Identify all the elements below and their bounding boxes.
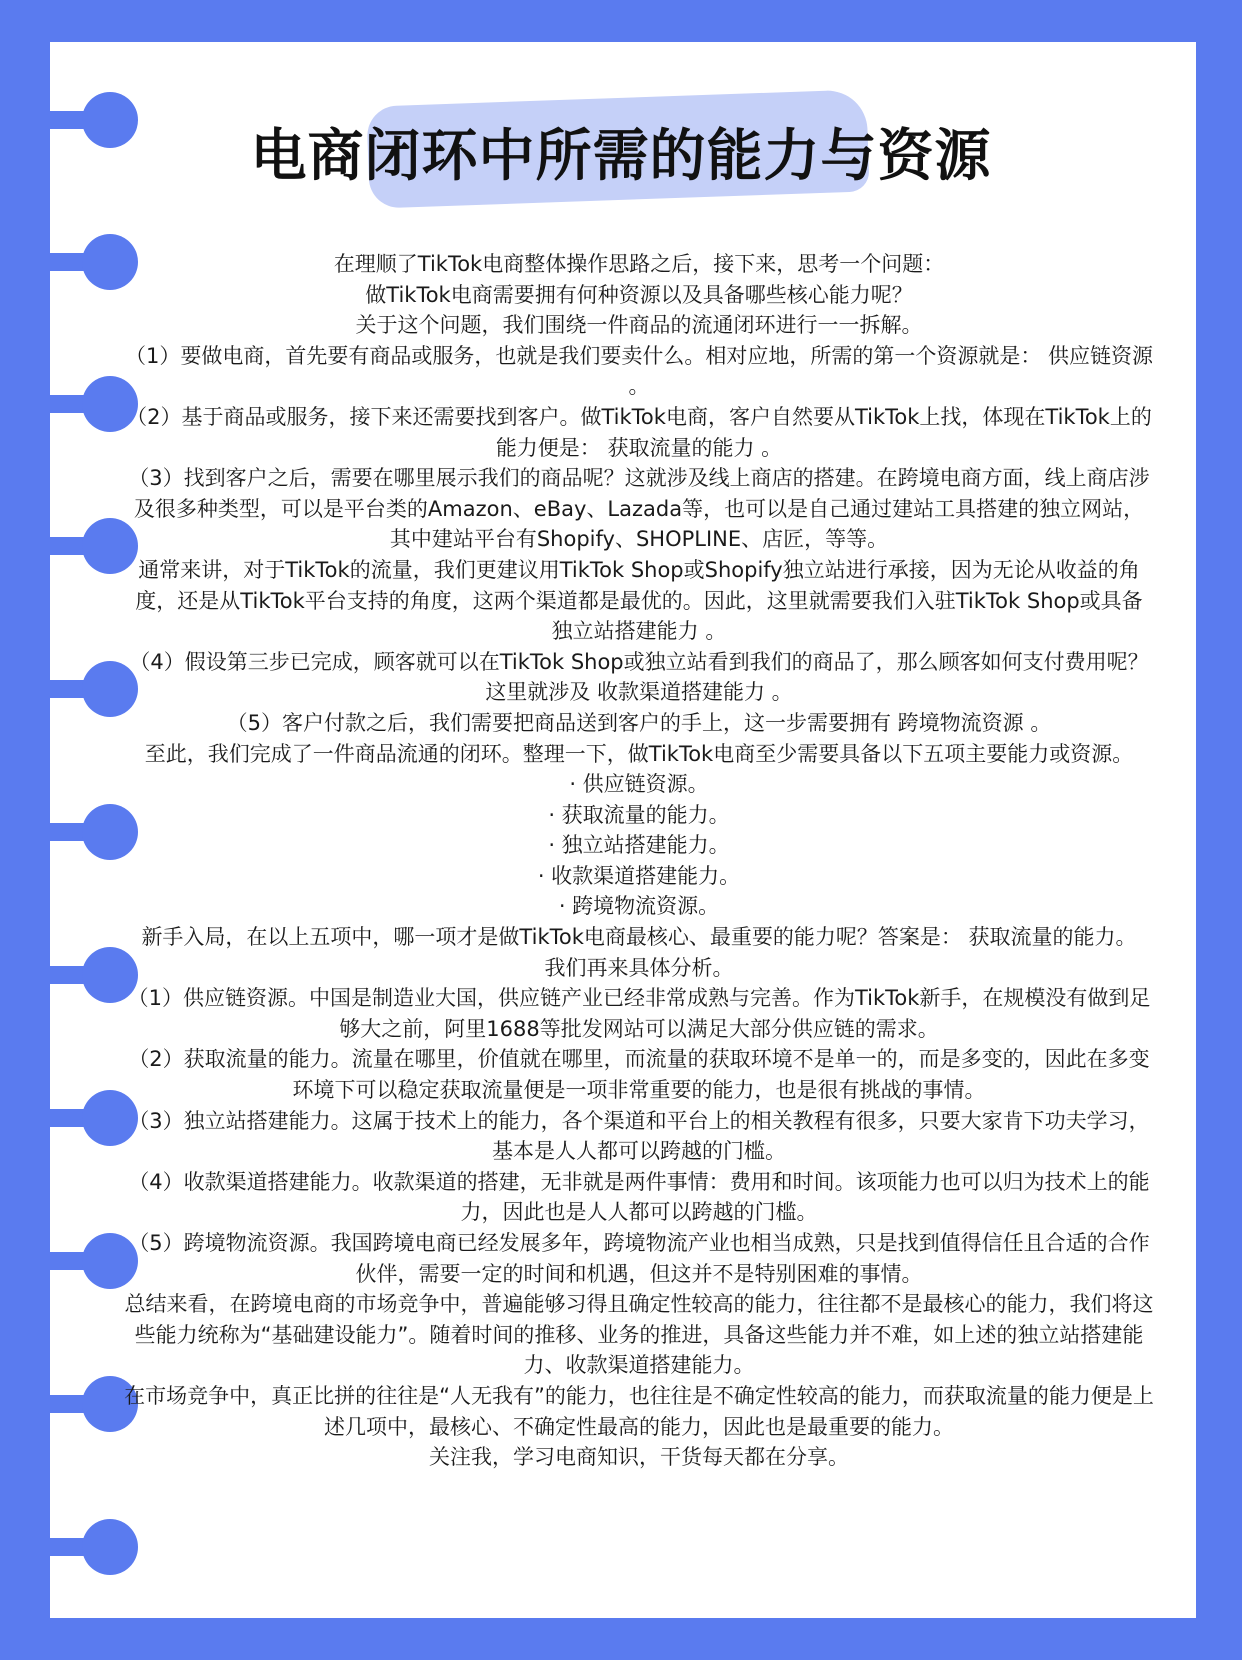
page-title: 电商闭环中所需的能力与资源 xyxy=(250,124,992,189)
paragraph: 通常来讲，对于TikTok的流量，我们更建议用TikTok Shop或Shopify独立站进行承接，因为无论从收益的角度，还是从TikTok平台支持的角度，这两个渠道都是最优的。因此，这里就需要我们入驻TikTok Shop或具备 独立站搭建能力 。 xyxy=(135,557,1143,644)
paragraph: 我们再来具体分析。 xyxy=(544,955,734,980)
paragraph: 在理顺了TikTok电商整体操作思路之后，接下来，思考一个问题： xyxy=(333,252,945,276)
paragraph: （4）收款渠道搭建能力。收款渠道的搭建，无非就是两件事情：费用和时间。该项能力也可以归为技术上的能力，因此也是人人都可以跨越的门槛。 xyxy=(128,1169,1150,1225)
paragraph: · 独立站搭建能力。 xyxy=(548,833,730,858)
paragraph: 关注我，学习电商知识，干货每天都在分享。 xyxy=(429,1445,849,1470)
article-body xyxy=(124,249,1154,1473)
paragraph: （1）供应链资源。中国是制造业大国，供应链产业已经非常成熟与完善。作为TikTok新手，在规模没有做到足够大之前，阿里1688等批发网站可以满足大部分供应链的需求。 xyxy=(127,986,1151,1041)
paragraph: · 供应链资源。 xyxy=(569,772,709,797)
paragraph: （2）基于商品或服务，接下来还需要找到客户。做TikTok电商，客户自然要从TikTok上找，体现在TikTok上的能力便是： 获取流量的能力 。 xyxy=(126,404,1152,460)
paragraph: 关于这个问题，我们围绕一件商品的流通闭环进行一一拆解。 xyxy=(355,313,923,338)
paragraph: （2）获取流量的能力。流量在哪里，价值就在哪里，而流量的获取环境不是单一的，而是多变的，因此在多变环境下可以稳定获取流量便是一项非常重要的能力，也是很有挑战的事情。 xyxy=(128,1047,1150,1103)
paragraph: （5）跨境物流资源。我国跨境电商已经发展多年，跨境物流产业也相当成熟，只是找到值得信任且合适的合作伙伴，需要一定的时间和机遇，但这并不是特别困难的事情。 xyxy=(128,1231,1150,1286)
title-container xyxy=(0,112,1242,192)
paragraph: 新手入局，在以上五项中，哪一项才是做TikTok电商最核心、最重要的能力呢？答案是： 获取流量的能力。 xyxy=(141,925,1137,950)
binder-ring-icon xyxy=(82,1519,138,1575)
paragraph: （3）独立站搭建能力。这属于技术上的能力，各个渠道和平台上的相关教程有很多，只要大家肯下功夫学习，基本是人人都可以跨越的门槛。 xyxy=(128,1108,1150,1164)
paragraph: · 收款渠道搭建能力。 xyxy=(537,863,741,888)
paragraph: 在市场竞争中，真正比拼的往往是“人无我有”的能力，也往往是不确定性较高的能力，而获取流量的能力便是上述几项中，最核心、不确定性最高的能力，因此也是最重要的能力。 xyxy=(124,1383,1154,1439)
paragraph: · 获取流量的能力。 xyxy=(548,802,730,827)
paragraph: 总结来看，在跨境电商的市场竞争中，普遍能够习得且确定性较高的能力，往往都不是最核心的能力，我们将这些能力统称为“基础建设能力”。随着时间的推移、业务的推进，具备这些能力并不难，如上述的独立站搭建能力、收款渠道搭建能力。 xyxy=(124,1292,1154,1378)
paragraph: （4）假设第三步已完成，顾客就可以在TikTok Shop或独立站看到我们的商品了，那么顾客如何支付费用呢？这里就涉及 收款渠道搭建能力 。 xyxy=(129,649,1149,705)
paragraph: （5）客户付款之后，我们需要把商品送到客户的手上，这一步需要拥有 跨境物流资源 。 xyxy=(226,710,1052,735)
paragraph: · 跨境物流资源。 xyxy=(558,894,720,919)
paragraph: 至此，我们完成了一件商品流通的闭环。整理一下，做TikTok电商至少需要具备以下五项主要能力或资源。 xyxy=(144,741,1134,766)
paragraph: 做TikTok电商需要拥有何种资源以及具备哪些核心能力呢？ xyxy=(365,282,913,307)
paragraph: （1）要做电商，首先要有商品或服务，也就是我们要卖什么。相对应地，所需的第一个资源就是： 供应链资源 。 xyxy=(124,343,1154,399)
paragraph: （3）找到客户之后，需要在哪里展示我们的商品呢？这就涉及线上商店的搭建。在跨境电商方面，线上商店涉及很多种类型，可以是平台类的Amazon、eBay、Lazada等，也可以是自己通过建站工具搭建的独立网站，其中建站平台有Shopify、SHOPLINE、店匠，等等。 xyxy=(128,466,1150,552)
